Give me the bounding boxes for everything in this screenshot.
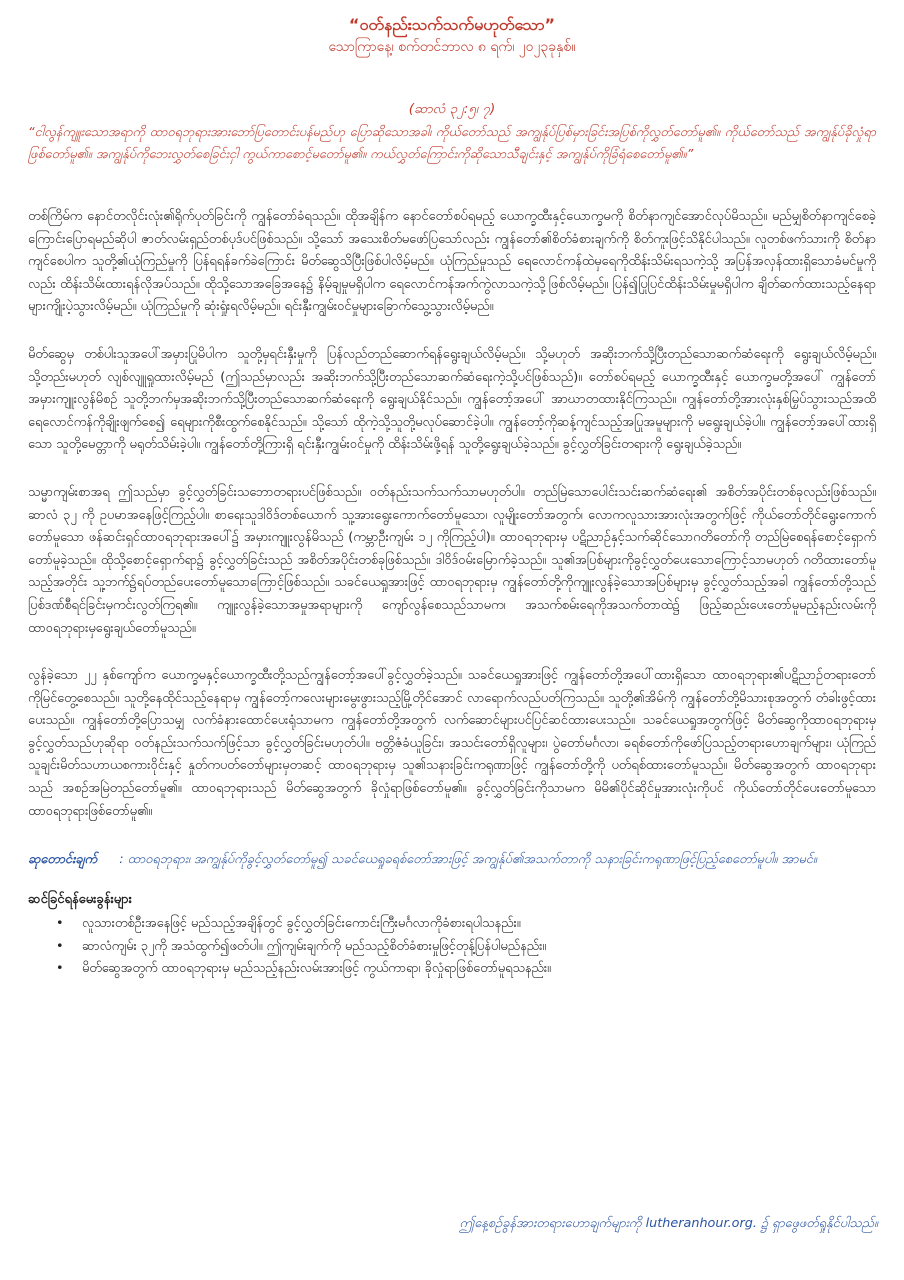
bullet-icon: •	[56, 938, 64, 954]
body-paragraph-3: သမ္မာကျမ်းစာအရ ဤသည်မှာ ခွင့်လွှတ်ခြင်းသဘောတရားပင်ဖြစ်သည်။ ဝတ်နည်းသက်သက်သာမဟုတ်ပါ။ တည်မြဲသောပေါင်းသင်းဆက်ဆံရေး၏ အစိတ်အပိုင်းတစ်ခုလည်းဖြစ်သည်။ ဆာလံ ၃၂ ကို ဥပမာအနေဖြင့်ကြည့်ပါ။ စာရေးသူဒါဝိဒ်တစ်ယောက် သူ့အားရွေးကောက်တော်မူသော၊ လူမျိုးတော်အတွက်၊ လောကလူသားအားလုံးအတွက်ဖြင့် ကိုယ်တော်တိုင်ရွေးကောက်တော်မူသော ဖန်ဆင်းရှင်ထာဝရဘုရားအပေါ်၌ အမှားကျူးလွန်မိသည် (ကမ္ဘာဦးကျမ်း ၁၂ ကိုကြည့်ပါ)။ ထာဝရဘုရားမှ ပဋိညာဉ်နှင့်သက်ဆိုင်သောဂတိတော်ကို တည်မြဲစေရန်စောင့်ရှောက်တော်မူခဲ့သည်။ ထိုသို့စောင့်ရှောက်ရာ၌ ခွင့်လွှတ်ခြင်းသည် အစိတ်အပိုင်းတစ်ခုဖြစ်သည်။ ဒါဝိဒ်ဝမ်းမြောက်ခဲ့သည်။ သူ၏အပြစ်များကိုခွင့်လွှတ်ပေးသောကြောင့်သာမဟုတ် ဂတိထားတော်မူသည့်အတိုင်း သူ့ဘက်၌ရပ်တည်ပေးတော်မူသောကြောင့်ဖြစ်သည်။ သခင်ယေရှုအားဖြင့် ထာဝရဘုရားမှ ကျွန်တော်တို့ကိုကျူးလွန်ခဲ့သောအပြစ်များမှ ခွင့်လွှတ်သည့်အခါ ကျွန်တော်တို့သည် ပြစ်ဒဏ်စီရင်ခြင်းမှကင်းလွတ်ကြရ၏။ ကျူးလွန်ခဲ့သောအမှုအရာများကို ကျော်လွန်စေသည်သာမက၊ အသက်စမ်းရေကိုအသက်တာထဲ၌ ဖြည့်ဆည်းပေးတော်မူမည့်နည်းလမ်းကို ထာဝရဘုရားမှရွေးချယ်တော်မူသည်။	[28, 484, 876, 636]
question-item	[56, 913, 876, 936]
reflection-questions	[28, 889, 876, 981]
prayer-text: : ထာဝရဘုရား၊ အကျွန်ုပ်ကိုခွင့်လွှတ်တော်မူ၍ သခင်ယေရှုခရစ်တော်အားဖြင့် အကျွန်ုပ်၏အသက်တာကို သနားခြင်းကရုဏာဖြင့်ပြည့်စေတော်မူပါ။ အာမင်။	[119, 852, 817, 868]
questions-heading: ဆင်ခြင်ရန်မေးခွန်းများ	[28, 892, 132, 908]
scripture-reference: (ဆာလံ ၃၂:၅၊ ၇)	[408, 101, 496, 117]
prayer-block	[28, 849, 876, 871]
bullet-icon: •	[56, 961, 64, 977]
prayer-label: ဆုတောင်းချက်	[28, 852, 98, 868]
question-item	[56, 958, 876, 981]
scripture-quote: “ငါလွန်ကျူးသောအရာကို ထာဝရဘုရားအားဘော်ပြတောင်းပန်မည်ဟု ပြောဆိုသောအခါ၊ ကိုယ်တော်သည် အကျွန်ုပ်ပြစ်မှားခြင်းအပြစ်ကိုလွှတ်တော်မူ၏။ ကိုယ်တော်သည် အကျွန်ုပ်ခိုလှုံရာဖြစ်တော်မူ၏။ အကျွန်ုပ်ကိုဘေးလွှတ်စေခြင်းငှါ ကွယ်ကာစောင့်မတော်မူ၏။ ကယ်လွှတ်ကြောင်းကိုဆိုသောသီချင်းနှင့် အကျွန်ုပ်ကိုခြံရံစေတော်မူ၏။”	[28, 125, 876, 162]
question-text: ဆာလံကျမ်း ၃၂ကို အသံထွက်၍ဖတ်ပါ။ ဤကျမ်းချက်ကို မည်သည့်စိတ်ခံစားမှုဖြင့်တုန့်ပြန်ပါမည်နည်း။	[82, 938, 547, 954]
page-title: “ဝတ်နည်းသက်သက်မဟုတ်သော”	[348, 15, 556, 34]
bullet-icon: •	[56, 916, 64, 932]
body-paragraph-1: တစ်ကြိမ်က နောင်တလိုင်းလုံး၏ရိုက်ပုတ်ခြင်းကို ကျွန်တော်ခံရသည်။ ထိုအချိန်က နောင်တော်စပ်ရမည့် ယောက္ခထီးနှင့်ယောက္ခမကို စိတ်နာကျင်အောင်လုပ်မိသည်။ မည်မျှစိတ်နာကျင်စေခဲ့ကြောင်းပြောရမည်ဆိုပါ ဇာတ်လမ်းရှည်တစ်ပုဒ်ပင်ဖြစ်သည်။ သို့သော် အသေးစိတ်မဖော်ပြသော်လည်း ကျွန်တော်၏စိတ်ခံစားချက်ကို စိတ်ကူးဖြင့်သိနိုင်ပါသည်။ လူတစ်ဖက်သားကို စိတ်နာကျင်စေပါက သူတို့၏ယုံကြည်မှုကို ပြန်ရရန်ခက်ခဲကြောင်း မိတ်ဆွေသိပြီးဖြစ်ပါလိမ့်မည်။ ယုံကြည်မှုသည် ရေလောင်ကန်ထဲမှရေကိုထိန်းသိမ်းရသကဲ့သို့ အပြန်အလှန်ထားရှိသောခံမင်မှုကိုလည်း ထိန်းသိမ်းထားရန်လိုအပ်သည်။ ထိုသို့သောအခြေအနေ၌ နိမ့်ချမှုမရှိပါက ရေလောင်ကန်အက်ကွဲလာသကဲ့သို့ဖြစ်လိမ့်မည်။ ပြန်၍ပြုပြင်ထိန်းသိမ်းမှုမရှိပါက ချိတ်ဆက်ထားသည့်နေရာများကျိုးပဲ့သွားလိမ့်မည်။ ယုံကြည်မှုကို ဆုံးရှုံးရလိမ့်မည်။ ရင်းနှီးကျွမ်းဝင်မှုများခြောက်သွေ့သွားလိမ့်မည်။	[28, 209, 876, 315]
date-line: သောကြာနေ့၊ စက်တင်ဘာလ ၈ ရက်၊ ၂၀၂၃ခုနှစ်။	[328, 39, 576, 55]
body-paragraph-4: လွန်ခဲ့သော ၂၂ နှစ်ကျော်က ယောက္ခမနှင့်ယောက္ခထီးတို့သည်ကျွန်တော့်အပေါ်ခွင့်လွှတ်ခဲ့သည်။ သခင်ယေရှုအားဖြင့် ကျွန်တော်တို့အပေါ်ထားရှိသော ထာဝရဘုရား၏ပဋိညာဉ်တရားတော်ကိုမြင်တွေ့စေသည်။ သူတို့နေထိုင်သည့်နေရာမှ ကျွန်တော့်ကလေးများမွေးဖွားသည့်မြို့တိုင်အောင် လာရောက်လည်ပတ်ကြသည်။ သူတို့၏အိမ်ကို ကျွန်တော်တို့မိသားစုအတွက် တံခါးဖွင့်ထားပေးသည်။ ကျွန်တော်တို့ပြောသမျှ လက်ခံနားထောင်ပေးရုံသာမက ကျွန်တော်တို့အတွက် လက်ဆောင်များပင်ပြင်ဆင်ထားပေးသည်။ သခင်ယေရှုအတွက်ဖြင့် မိတ်ဆွေကိုထာဝရဘုရားမှခွင့်လွှတ်သည်ဟုဆိုရာ ဝတ်နည်းသက်သက်ဖြင့်သာ ခွင့်လွှတ်ခြင်းမဟုတ်ပါ။ ဗတ္တိဇံခံယူခြင်း၊ အသင်းတော်ရှိလူများ၊ ပွဲတော်မင်္ဂလာ၊ ခရစ်တော်ကိုဖော်ပြသည့်တရားဟောချက်များ၊ ယုံကြည်သူချင်းမိတ်သဟာယစကားဝိုင်းနှင့် နှုတ်ကပတ်တော်များမှတဆင့် ထာဝရဘုရားမှ သူ၏သနားခြင်းကရုဏာဖြင့် ကျွန်တော်တို့ကို ပတ်ရစ်ထားတော်မူသည်။ မိတ်ဆွေအတွက် ထာဝရဘုရားသည် အစဉ်အမြဲတည်တော်မူ၏။ ထာဝရဘုရားသည် မိတ်ဆွေအတွက် ခိုလှုံရာဖြစ်တော်မူ၏။ ခွင့်လွှတ်ခြင်းကိုသာမက မိမိ၏ပိုင်ဆိုင်မှုအားလုံးကိုပင် ကိုယ်တော်တိုင်ပေးတော်မူသော ထာဝရဘုရားဖြစ်တော်မူ၏။	[28, 668, 876, 819]
body-paragraph-2: မိတ်ဆွေမှ တစ်ပါးသူအပေါ်အမှားပြုမိပါက သူတို့မှရင်းနှီးမှုကို ပြန်လည်တည်ဆောက်ရန်ရွေးချယ်လိမ့်မည်။ သို့မဟုတ် အဆိုးဘက်သို့ပြီးတည်သောဆက်ဆံရေးကို ရွေးချယ်လိမ့်မည်။ သို့တည်းမဟုတ် လျစ်လျူရှုထားလိမ့်မည် (ဤသည်မှာလည်း အဆိုးဘက်သို့ပြီးတည်သောဆက်ဆံရေးကဲ့သို့ပင်ဖြစ်သည်)။ တော်စပ်ရမည့် ယောက္ခထီးနှင့် ယောက္ခမတို့အပေါ် ကျွန်တော်အမှားကျူးလွန်မိစဉ် သူတို့ဘက်မှအဆိုးဘက်သို့ပြီးတည်သောဆက်ဆံရေးကို ရွေးချယ်နိုင်သည်။ ကျွန်တော့်အပေါ် အာဃာတထားနိုင်ကြသည်။ ကျွန်တော်တို့အားလုံးနှစ်မြှပ်သွားသည်အထိ ရေလောင်ကန်ကိုချိုးဖျက်စေ၍ ရေများကိုစီးထွက်စေနိုင်သည်။ သို့သော် ထိုကဲ့သို့သူတို့မလုပ်ဆောင်ခဲ့ပါ။ ကျွန်တော့်ကိုဆန့်ကျင်သည့်အပြုအမူများကို မရွေးချယ်ခဲ့ပါ။ ကျွန်တော့်အပေါ်ထားရှိသော သူတို့မေတ္တာကို မရုတ်သိမ်းခဲ့ပါ။ ကျွန်တော်တို့ကြားရှိ ရင်းနှီးကျွမ်းဝင်မှုကို ထိန်းသိမ်းဖို့ရန် သူတို့ရွေးချယ်ခဲ့သည်။ ခွင့်လွှတ်ခြင်းတရားကို ရွေးချယ်ခဲ့သည်။	[28, 346, 876, 453]
questions-list	[28, 913, 876, 981]
question-item	[56, 936, 876, 959]
footer-note: ဤနေ့စဉ်ခွန်အားတရားဟောချက်များကို lutheranhour.org. ၌ ရှာဖွေဖတ်ရှုနိုင်ပါသည်။	[459, 1216, 878, 1231]
question-text: လူသားတစ်ဦးအနေဖြင့် မည်သည့်အချိန်တွင် ခွင့်လွှတ်ခြင်းကောင်းကြီးမင်္ဂလာကိုခံစားရပါသနည်း။	[82, 916, 521, 932]
question-text: မိတ်ဆွေအတွက် ထာဝရဘုရားမှ မည်သည့်နည်းလမ်းအားဖြင့် ကွယ်ကာရာ၊ ခိုလှုံရာဖြစ်တော်မူရသနည်း။	[82, 961, 551, 977]
